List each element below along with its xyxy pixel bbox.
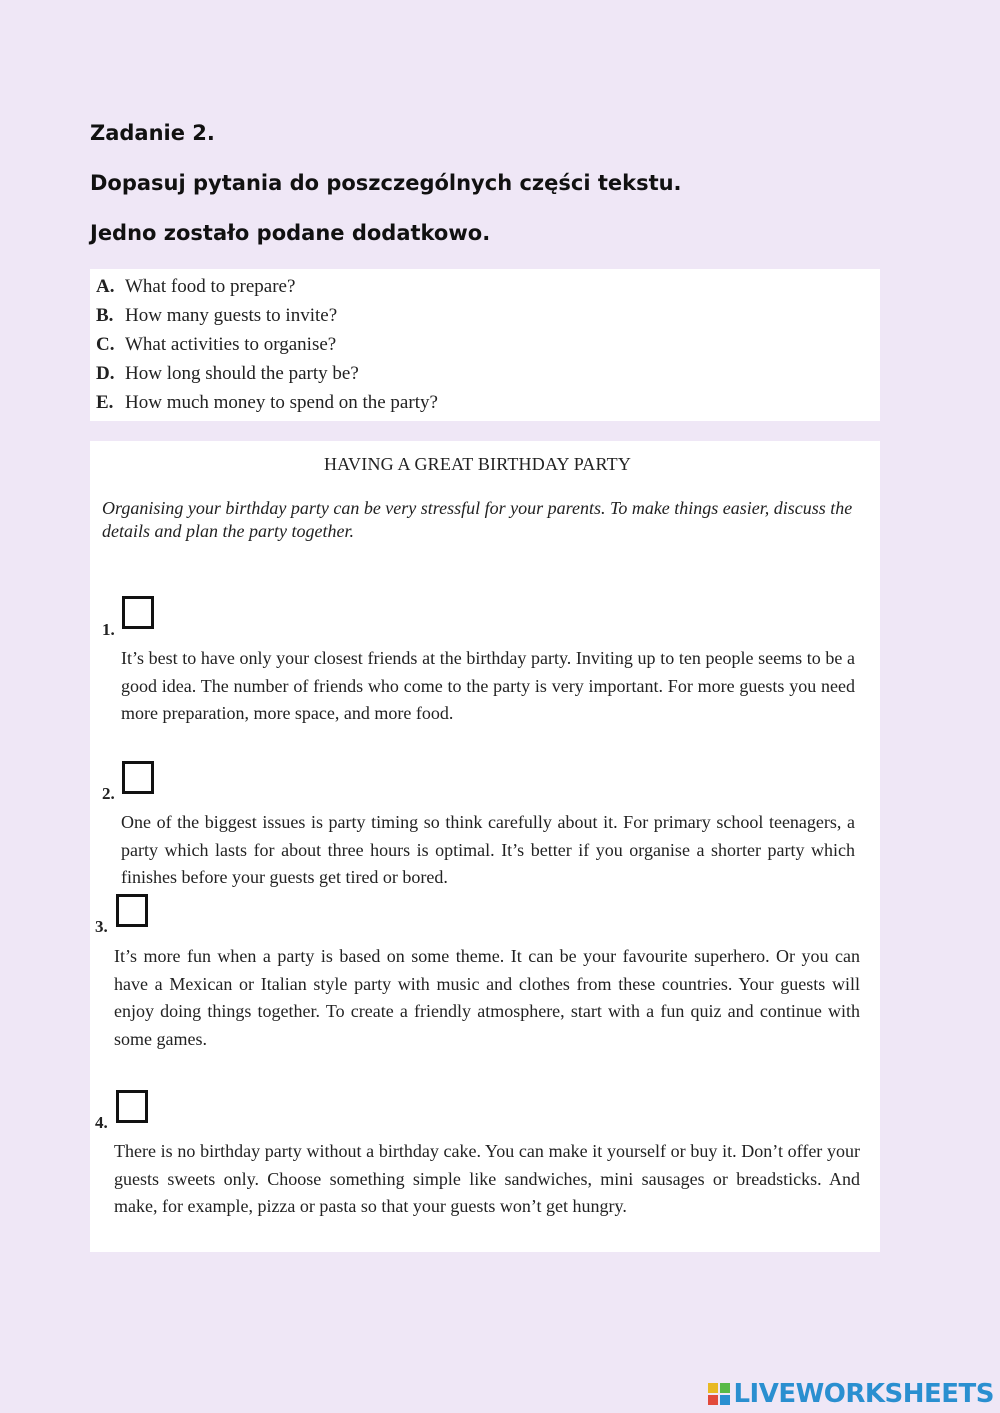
section-number: 2. xyxy=(102,784,115,803)
answer-box-3[interactable] xyxy=(116,894,148,927)
option-a xyxy=(96,276,295,298)
answer-box-1[interactable] xyxy=(122,596,154,629)
task-instruction-match: Dopasuj pytania do poszczególnych części tekstu. xyxy=(90,171,682,195)
option-letter: B. xyxy=(96,305,114,326)
section-number: 4. xyxy=(95,1113,108,1132)
option-e xyxy=(96,392,438,414)
option-d xyxy=(96,363,359,385)
option-text: How much money to spend on the party? xyxy=(125,392,438,413)
option-text: How many guests to invite? xyxy=(125,305,338,326)
options-list xyxy=(90,269,880,421)
option-c xyxy=(96,334,336,356)
option-letter: D. xyxy=(96,363,115,384)
answer-box-2[interactable] xyxy=(122,761,154,794)
option-letter: A. xyxy=(96,276,115,297)
option-letter: C. xyxy=(96,334,115,355)
option-letter: E. xyxy=(96,392,114,413)
article-title: HAVING A GREAT BIRTHDAY PARTY xyxy=(323,454,632,474)
section-number: 3. xyxy=(95,917,108,936)
article-panel xyxy=(90,441,880,1252)
option-text: How long should the party be? xyxy=(125,363,359,384)
article-intro: Organising your birthday party can be very stressful for your parents. To make things easier, discuss the details and plan the party together. xyxy=(102,498,853,541)
option-text: What activities to organise? xyxy=(125,334,337,355)
logo-mark-icon xyxy=(708,1383,730,1405)
section-text-2: One of the biggest issues is party timing so think carefully about it. For primary school teenagers, a party which lasts for about three hours is optimal. It’s better if you organise a shorter party which finishes before your guests get tired or bored. xyxy=(121,812,855,887)
logo-text: LIVEWORKSHEETS xyxy=(733,1379,994,1409)
section-text-1: It’s best to have only your closest friends at the birthday party. Inviting up to ten people seems to be a good idea. The number of friends who come to the party is very important. For more guests you need more preparation, more space, and more food. xyxy=(121,648,855,723)
option-b xyxy=(96,305,337,327)
section-text-3: It’s more fun when a party is based on some theme. It can be your favourite superhero. Or you can have a Mexican or Italian style party with music and clothes from these countries. Your guests will enjoy doing things together. To create a friendly atmosphere, start with a fun quiz and continue with some games. xyxy=(114,946,860,1049)
option-text: What food to prepare? xyxy=(125,276,296,297)
answer-box-4[interactable] xyxy=(116,1090,148,1123)
liveworksheets-logo xyxy=(708,1379,994,1409)
section-number: 1. xyxy=(102,620,115,639)
section-text-4: There is no birthday party without a birthday cake. You can make it yourself or buy it. Don’t offer your guests sweets only. Choose something simple like sandwiches, mini sausages or breadsticks. And make, for example, pizza or pasta so that your guests won’t get hungry. xyxy=(114,1141,860,1216)
task-instruction-extra: Jedno zostało podane dodatkowo. xyxy=(90,221,491,245)
task-title: Zadanie 2. xyxy=(90,121,215,145)
